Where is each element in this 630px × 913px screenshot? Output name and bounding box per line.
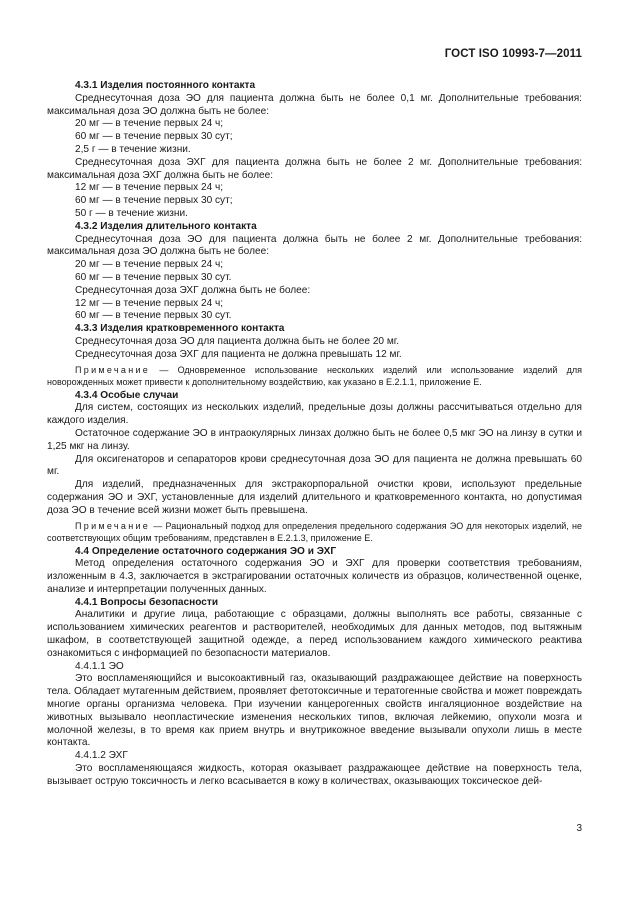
list-line: 60 мг — в течение первых 30 сут. (75, 271, 232, 283)
body-paragraph: Для изделий, предназначенных для экстракорпоральной очистки крови, используют предельные содержания ЭО и ЭХГ, установленные для изделий длительного и кратковременного контакта, но допустимая доза ЭО в течение всей жизни может быть превышена. (47, 479, 582, 516)
list-line: 50 г — в течение жизни. (75, 207, 188, 219)
body-paragraph: Среднесуточная доза ЭО для пациента должна быть не более 2 мг. Дополнительные требования: максимальная доза ЭО должна быть не более: (47, 233, 582, 258)
body-paragraph: Среднесуточная доза ЭХГ для пациента должна быть не более 2 мг. Дополнительные требования: максимальная доза ЭХГ должна быть не более: (47, 156, 582, 181)
list-line: Среднесуточная доза ЭХГ должна быть не более: (75, 284, 311, 296)
list-line: 12 мг — в течение первых 24 ч; (75, 182, 224, 194)
list-line: 60 мг — в течение первых 30 сут; (75, 195, 233, 207)
section-heading: 4.4.1 Вопросы безопасности (75, 596, 219, 608)
note-label: Примечание (75, 520, 151, 531)
list-line: 2,5 г — в течение жизни. (75, 143, 191, 155)
section-heading: 4.4 Определение остаточного содержания ЭО и ЭХГ (75, 545, 337, 557)
note-paragraph (47, 520, 582, 544)
list-line: 60 мг — в течение первых 30 сут. (75, 310, 232, 322)
section-heading: 4.3.2 Изделия длительного контакта (75, 220, 257, 232)
section-heading: 4.3.3 Изделия кратковременного контакта (75, 323, 285, 335)
list-line: 12 мг — в течение первых 24 ч; (75, 297, 224, 309)
document-body (47, 80, 582, 789)
body-paragraph: Это воспламеняющийся и высокоактивный газ, оказывающий раздражающее действие на поверхность тела. Обладает мутагенным действием, проявляет фетотоксичные и тератогенные свойства и может повреждать многие органы организма человека. При изучении канцерогенных свойств ингаляционное воздействие на животных вызывало неопластические изменения нескольких типов, включая лейкемию, опухоли мозга и молочной железы, в то время как прием внутрь и внутрикожное введение вызывали опухоли лишь в месте контакта. (47, 673, 582, 749)
body-paragraph: Остаточное содержание ЭО в интраокулярных линзах должно быть не более 0,5 мкг ЭО на линзу в сутки и 1,25 мкг на линзу. (47, 427, 582, 452)
note-paragraph (47, 364, 582, 388)
body-paragraph: Среднесуточная доза ЭО для пациента должна быть не более 0,1 мг. Дополнительные требования: максимальная доза ЭО должна быть не более: (47, 92, 582, 117)
section-heading: 4.3.4 Особые случаи (75, 389, 179, 401)
note-label: Примечание (75, 364, 151, 375)
note-text: — Рациональный подход для определения предельного содержания ЭО для некоторых изделий, не соответствующих общим требованиям, представлен в Е.2.1.3, приложение Е. (47, 520, 582, 543)
list-line: 20 мг — в течение первых 24 ч; (75, 259, 224, 271)
body-paragraph: Для оксигенаторов и сепараторов крови среднесуточная доза ЭО для пациента не должна превышать 60 мг. (47, 453, 582, 478)
list-line: Среднесуточная доза ЭО для пациента должна быть не более 20 мг. (75, 335, 400, 347)
list-line: 60 мг — в течение первых 30 сут; (75, 131, 233, 143)
list-line: 20 мг — в течение первых 24 ч; (75, 118, 224, 130)
list-line: Среднесуточная доза ЭХГ для пациента не должна превышать 12 мг. (75, 348, 402, 360)
list-line: 4.4.1.1 ЭО (75, 660, 124, 672)
section-heading: 4.3.1 Изделия постоянного контакта (75, 80, 256, 91)
body-paragraph: Для систем, состоящих из нескольких изделий, предельные дозы должны рассчитываться отдельно для каждого изделия. (47, 402, 582, 427)
note-text: — Одновременное использование нескольких изделий или использование изделий для новорожденных может привести к дополнительному воздействию, как указано в Е.2.1.1, приложение Е. (47, 364, 582, 387)
list-line: 4.4.1.2 ЭХГ (75, 750, 128, 762)
body-paragraph: Аналитики и другие лица, работающие с образцами, должны выполнять все работы, связанные с использованием химических реагентов и растворителей, необходимых для данных методов, под вытяжным шкафом, в соответствующей защитной одежде, а перед использованием каждого химического реактива ознакомиться с информацией по безопасности материалов. (47, 609, 582, 659)
page-number: 3 (576, 823, 582, 834)
document-header: ГОСТ ISO 10993-7—2011 (444, 48, 582, 60)
body-paragraph: Это воспламеняющаяся жидкость, которая оказывает раздражающее действие на поверхность тела, вызывает острую токсичность и легко всасывается в кожу в количествах, оказывающих токсическое дей- (47, 763, 582, 787)
body-paragraph: Метод определения остаточного содержания ЭО и ЭХГ для проверки соответствия требованиям, изложенным в 4.3, заключается в экстрагировании остаточных количеств из образцов, количественной оценке, анализе и интерпретации полученных данных. (47, 558, 582, 595)
